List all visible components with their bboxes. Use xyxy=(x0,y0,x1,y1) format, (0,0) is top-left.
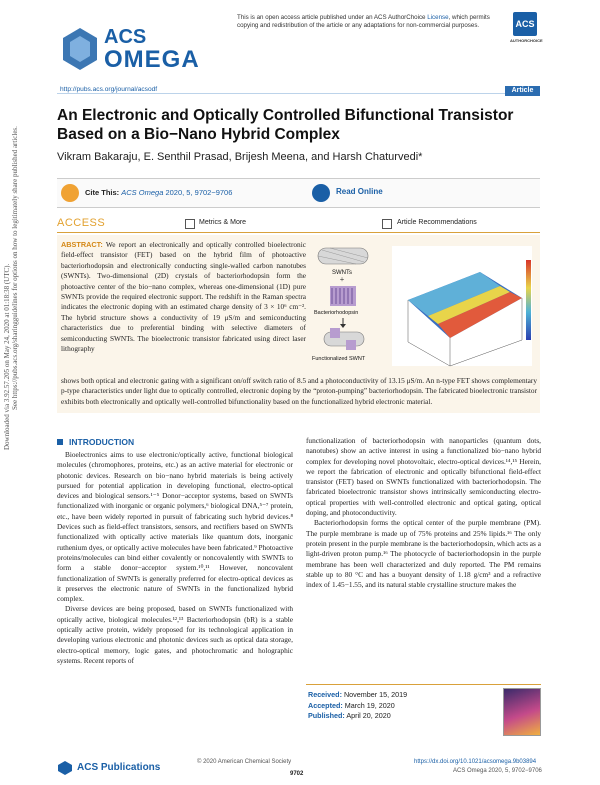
cite-text[interactable] xyxy=(85,188,232,197)
intro-col2-p1: functionalization of bacteriorhodopsin with nanoparticles (quantum dots, nanotubes) show an active interest in using a functionalized bio−nano hybrid complex for developing novel photovoltaic, electro-optical devices.¹⁴,¹⁵ Herein, we report the fabrication of electronic and optically bifunctional field-effect transistor (FET) based on SWNTs functionalized with bacteriorhodopsin. The fabricated bioelectronic transistor shows intrinsically semiconducting electro-optical properties with well-controlled electronic and optical gating, optical doping, and photoconductivity. xyxy=(306,436,541,518)
svg-text:+: + xyxy=(339,275,345,284)
read-online-label: Read Online xyxy=(336,187,383,196)
author-choice-badge[interactable] xyxy=(510,12,543,52)
read-online-icon xyxy=(312,184,330,202)
doi-link[interactable]: https://dx.doi.org/10.1021/acsomega.9b03894 xyxy=(414,759,537,765)
cite-ref: 2020, 5, 9702−9706 xyxy=(163,188,233,197)
download-note-line1: Downloaded via 3.92.57.205 on May 24, 2020 at 01:18:38 (UTC). xyxy=(3,263,11,450)
abstract-text-top xyxy=(61,240,306,354)
date-accepted xyxy=(308,701,458,712)
open-access-text-2: copying and redistribution of the article or any adaptations for non-commercial purposes. xyxy=(237,22,480,29)
surface-plot xyxy=(392,246,532,366)
dates-rule xyxy=(306,684,541,685)
intro-col1-p2: Diverse devices are being proposed, based on SWNTs functionalized with optically active, biological molecules.¹²,¹³ Bacteriorhodopsin (bR) is a stable optically active protein, widely proposed for its technological application in developing various electronic and photonic devices such as optical data storage, electro-optical memory, logic gates, and photochromatic and holographic systems. Recent reports of xyxy=(57,604,293,665)
journal-brand-top: ACS xyxy=(104,26,147,48)
dates-box xyxy=(308,690,458,722)
abstract-figure xyxy=(310,242,538,374)
intro-col2 xyxy=(306,436,541,590)
intro-col2-p2: Bacteriorhodopsin forms the optical center of the purple membrane (PM). The purple membrane is made up of 75% proteins and 25% lipids.¹⁶ The only protein present in the purple membrane is the bacteriorhodopsin, which acts as a light-driven proton pump.¹⁶ The photocycle of bacteriorhodopsin in the purple membrane has been well characterized and duly reported. The PM remains stable up to 80 °C and has a buoyant density of 1.18 g/cm³ and a refractive index of 1.45−1.55, and its natural stable crystalline structure makes the xyxy=(306,518,541,590)
intro-heading-text: INTRODUCTION xyxy=(69,437,135,447)
toc-graphic xyxy=(310,242,538,374)
license-link[interactable]: License xyxy=(427,14,449,21)
access-label: ACCESS xyxy=(57,217,106,229)
journal-cover-thumbnail[interactable] xyxy=(503,688,541,736)
article-title: An Electronic and Optically Controlled Bifunctional Transistor Based on a Bio−Nano Hybrid Complex xyxy=(57,107,514,143)
acs-publications-icon xyxy=(57,760,73,776)
protein-icon xyxy=(330,286,356,306)
recommendations-link[interactable]: Article Recommendations xyxy=(397,219,477,226)
journal-brand-bottom: OMEGA xyxy=(104,46,200,73)
intro-heading xyxy=(57,437,134,447)
open-access-notice xyxy=(237,14,507,30)
read-online-button[interactable] xyxy=(312,183,412,203)
header-rule xyxy=(57,93,540,94)
open-access-text: This is an open access article published under an ACS AuthorChoice xyxy=(237,14,426,21)
download-note xyxy=(3,126,19,450)
author-list: Vikram Bakaraju, E. Senthil Prasad, Brijesh Meena, and Harsh Chaturvedi* xyxy=(57,151,423,163)
cite-icon xyxy=(61,184,79,202)
section-marker-icon xyxy=(57,439,63,445)
abstract-text-bottom: shows both optical and electronic gating with a significant on/off switch ratio of 8.5 and a photoconductivity of 13.15 μS/m. An n-type FET shows complementary p-type characteristics under light due to optically controlled, electronic doping by the “proton-pumping” bacteriorhodopsin. The fabricated bioelectronic transistor exhibits both electronically and optically well-controlled bifunctionality based on the functionalized hybrid electronic material. xyxy=(61,376,537,406)
download-note-line2: See https://pubs.acs.org/sharingguidelines for options on how to legitimately share published articles. xyxy=(11,126,19,410)
badge-label: AUTHORCHOICE xyxy=(510,38,543,43)
article-type-tab: Article xyxy=(505,86,540,96)
cite-label: Cite This: xyxy=(85,188,120,197)
intro-col1 xyxy=(57,450,293,666)
received-date: November 15, 2019 xyxy=(343,690,408,699)
metrics-icon xyxy=(185,219,195,229)
functionalized-swnt-icon xyxy=(324,328,364,350)
journal-logo[interactable] xyxy=(60,22,230,78)
page-number: 9702 xyxy=(290,771,304,777)
received-label: Received: xyxy=(308,690,342,699)
journal-url[interactable]: http://pubs.acs.org/journal/acsodf xyxy=(60,86,158,93)
metrics-link[interactable]: Metrics & More xyxy=(199,219,247,226)
abstract-label: ABSTRACT: xyxy=(61,240,103,249)
cite-journal: ACS Omega xyxy=(121,188,164,197)
intro-col1-p1: Bioelectronics aims to use electronic/optically active, functional biological molecules (chromophores, proteins, etc.) as an active material for electronic or photonic devices. Research on bio−nano hybrid materials is being actively pursued for potential application in developing functional, electro-optical devices and biological sensors.¹⁻⁵ Donor−acceptor systems, based on SWNTs functionalized with inorganic or organic polymers,⁶ biological DNA,⁵⁻⁷ protein, etc., have been widely reported in pursuit of fabricating such hybrid devices.⁸ Devices such as field-effect transistors, sensors, and rectifiers based on SWNTs functionalized with optically active materials like quantum dots, inorganic ruthenium dyes, or optically active molecules have been fabricated.⁹ Photoactive proteins/molecules can bind either covalently or noncovalently with SWNTs to form a stable donor−acceptor system.¹⁰,¹¹ However, noncovalent functionalization of SWNTs is generally preferred for electro-optical devices as it preserves the electronic nature of SWNTs in the functionalized hybrid complex. xyxy=(57,450,293,604)
published-label: Published: xyxy=(308,711,345,720)
copyright: © 2020 American Chemical Society xyxy=(197,759,292,765)
acs-publications-logo[interactable] xyxy=(57,760,177,776)
fig-label-bacterio: Bacteriorhodopsin xyxy=(314,310,359,316)
abstract-body-top: We report an electronically and optically controlled bioelectronic field-effect transistor (FET) based on the hybrid film of photoactive bacteriorhodopsin and electronically conducting single-walled carbon nanotubes (SWNTs). Two-dimensional (2D) crystals of bacteriorhodopsin form the photoactive center of the bio−nano complex, whereas one-dimensional (1D) pure SWNTs provide the required electronic support. The redshift in the Raman spectra indicates the electronic doping with an estimated charge density of 3 × 10⁶ cm⁻². The hybrid structure shows a conductivity of 19 μS/m and semiconducting characteristics due to preferential binding with selective diameters of semiconducting SWNTs. The bioelectronic transistor fabricated using direct laser lithography xyxy=(61,240,306,354)
accepted-label: Accepted: xyxy=(308,700,343,710)
fig-label-functionalized: Functionalized SWNT xyxy=(312,356,366,362)
access-row xyxy=(57,216,540,233)
nanotube-icon xyxy=(318,248,368,264)
acs-hexagon-icon xyxy=(60,26,100,72)
accepted-date: March 19, 2020 xyxy=(344,700,395,710)
publisher-name: ACS Publications xyxy=(77,762,161,773)
fig-label-swnts: SWNTs xyxy=(332,270,352,276)
footer-citation: ACS Omega 2020, 5, 9702−9706 xyxy=(453,768,542,774)
cite-bar xyxy=(57,178,540,208)
published-date: April 20, 2020 xyxy=(346,711,391,720)
date-received xyxy=(308,690,458,701)
date-published xyxy=(308,711,458,722)
open-access-text-b: , which permits xyxy=(448,14,490,21)
badge-box: ACS xyxy=(513,12,537,36)
recommendations-icon xyxy=(382,219,392,229)
